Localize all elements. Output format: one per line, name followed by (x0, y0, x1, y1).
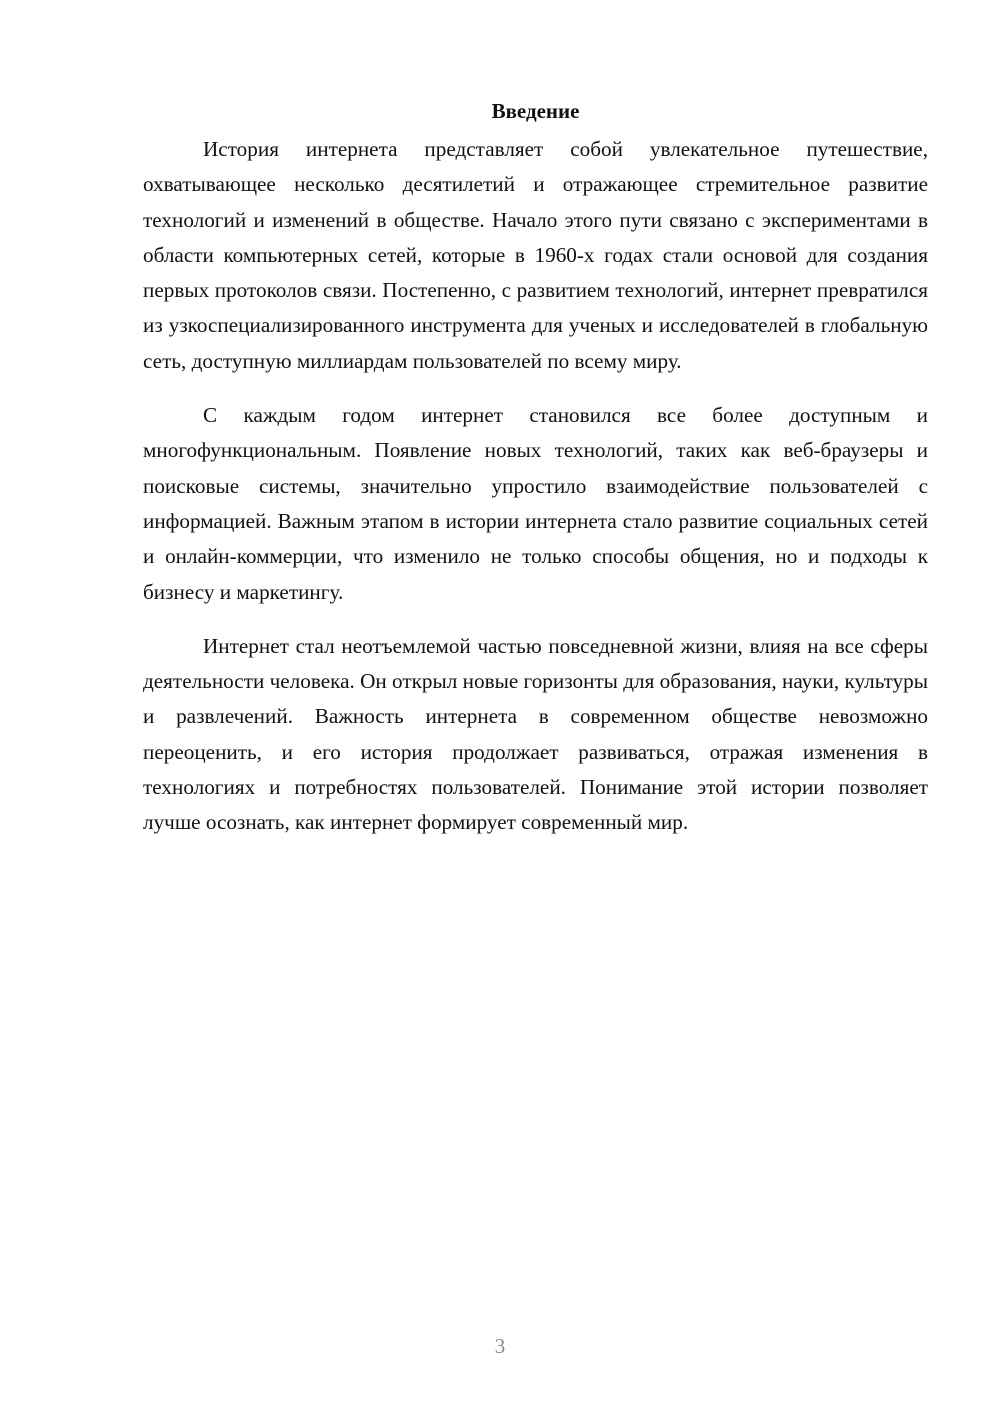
paragraph-2: С каждым годом интернет становился все более доступным и многофункциональным. Появление новых технологий, таких как веб-браузеры и поисковые системы, значительно упростило взаимодействие пользователей с информацией. Важным этапом в истории интернета стало развитие социальных сетей и онлайн-коммерции, что изменило не только способы общения, но и подходы к бизнесу и маркетингу. (143, 403, 928, 604)
section-heading: Введение (491, 99, 580, 123)
paragraph-3: Интернет стал неотъемлемой частью повседневной жизни, влияя на все сферы деятельности человека. Он открыл новые горизонты для образования, науки, культуры и развлечений. Важность интернета в современном обществе невозможно переоценить, и его история продолжает развиваться, отражая изменения в технологиях и потребностях пользователей. Понимание этой истории позволяет лучше осознать, как интернет формирует современный мир. (143, 633, 928, 835)
page-number: 3 (494, 1334, 506, 1358)
page-content (143, 96, 928, 860)
paragraph-1: История интернета представляет собой увлекательное путешествие, охватывающее несколько десятилетий и отражающее стремительное развитие технологий и изменений в обществе. Начало этого пути связано с экспериментами в области компьютерных сетей, которые в 1960-х годах стали основой для создания первых протоколов связи. Постепенно, с развитием технологий, интернет превратился из узкоспециализированного инструмента для ученых и исследователей в глобальную сеть, доступную миллиардам пользователей по всему миру. (143, 137, 928, 373)
